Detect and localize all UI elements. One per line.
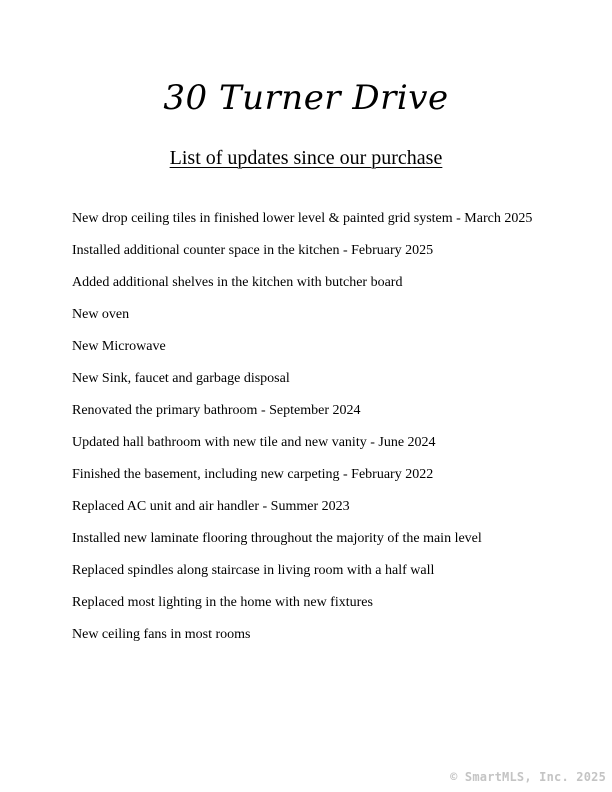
- update-item: Replaced most lighting in the home with new fixtures: [72, 595, 373, 610]
- update-item: Finished the basement, including new carpeting - February 2022: [72, 467, 434, 482]
- update-item: Replaced AC unit and air handler - Summer 2023: [72, 499, 350, 514]
- update-item: Installed new laminate flooring throughout the majority of the main level: [72, 531, 482, 546]
- document-subtitle: List of updates since our purchase: [169, 147, 443, 169]
- update-item: New oven: [72, 307, 130, 322]
- update-item: New Microwave: [72, 339, 166, 354]
- update-item: New Sink, faucet and garbage disposal: [72, 371, 290, 386]
- update-item: Added additional shelves in the kitchen with butcher board: [72, 275, 403, 290]
- update-item: New drop ceiling tiles in finished lower level & painted grid system - March 2025: [72, 211, 533, 226]
- updates-list: [72, 210, 532, 658]
- update-item: Replaced spindles along staircase in living room with a half wall: [72, 563, 435, 578]
- update-item: Renovated the primary bathroom - September 2024: [72, 403, 361, 418]
- copyright-watermark: © SmartMLS, Inc. 2025: [450, 770, 606, 784]
- document-title: 30 Turner Drive: [163, 78, 449, 118]
- update-item: Installed additional counter space in the kitchen - February 2025: [72, 243, 434, 258]
- update-item: New ceiling fans in most rooms: [72, 627, 251, 642]
- update-item: Updated hall bathroom with new tile and new vanity - June 2024: [72, 435, 436, 450]
